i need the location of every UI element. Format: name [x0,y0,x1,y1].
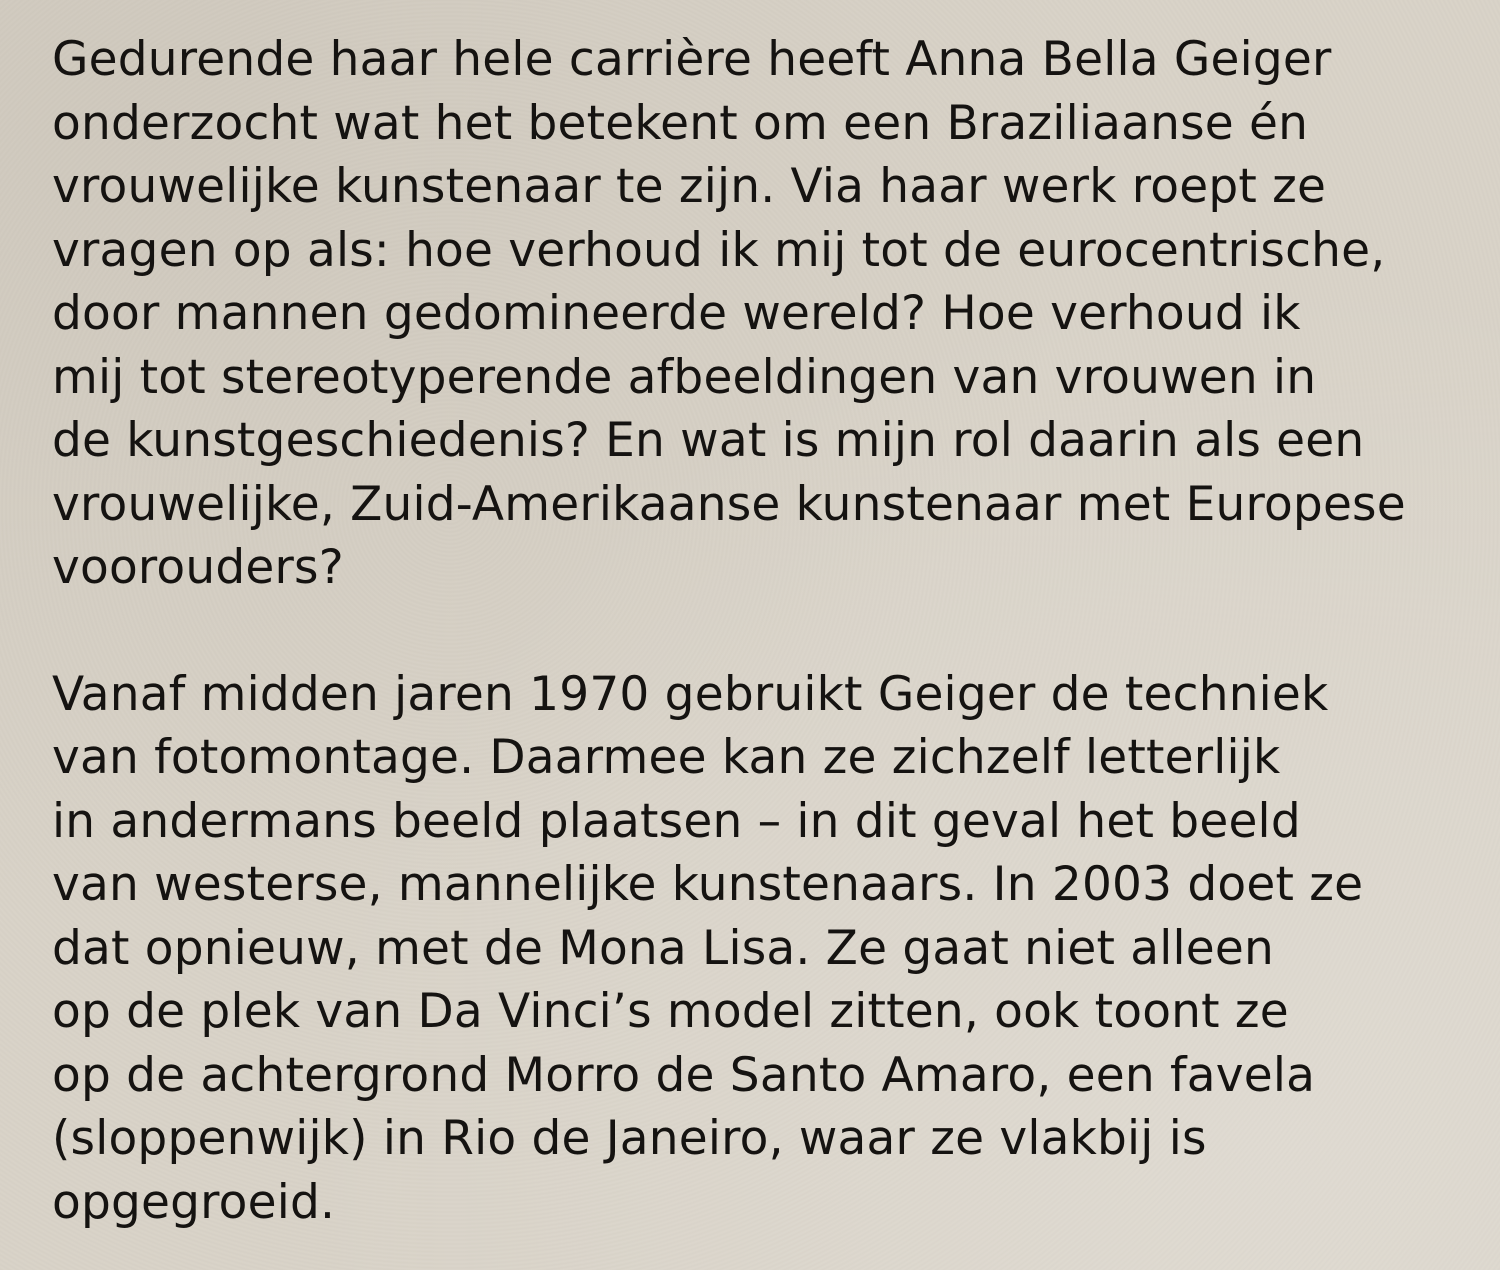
text-line: vragen op als: hoe verhoud ik mij tot de eurocentrische, [52,222,1386,278]
text-line: door mannen gedomineerde wereld? Hoe verhoud ik [52,286,1301,341]
text-line: vrouwelijke kunstenaar te zijn. Via haar werk roept ze [52,159,1327,214]
text-line: Gedurende haar hele carrière heeft Anna Bella Geiger [52,32,1332,87]
text-line: op de plek van Da Vinci’s model zitten, ook toont ze [52,984,1289,1039]
text-line: van westerse, mannelijke kunstenaars. In 2003 doet ze [52,857,1364,912]
text-line: de kunstgeschiedenis? En wat is mijn rol daarin als een [52,413,1365,468]
text-line: (sloppenwijk) in Rio de Janeiro, waar ze vlakbij is [52,1111,1207,1166]
text-line: vrouwelijke, Zuid-Amerikaanse kunstenaar met Europese [52,476,1406,532]
text-line: mij tot stereotyperende afbeeldingen van vrouwen in [52,349,1317,405]
text-line: Vanaf midden jaren 1970 gebruikt Geiger de techniek [52,666,1329,722]
text-line: van fotomontage. Daarmee kan ze zichzelf letterlijk [52,730,1281,785]
text-line: voorouders? [52,540,344,595]
text-line: onderzocht wat het betekent om een Braziliaanse én [52,95,1309,151]
text-line: op de achtergrond Morro de Santo Amaro, een favela [52,1047,1316,1103]
text-line: opgegroeid. [52,1174,336,1230]
text-line: in andermans beeld plaatsen – in dit geval het beeld [52,793,1301,849]
paragraph-1 [52,28,1472,600]
text-line: dat opnieuw, met de Mona Lisa. Ze gaat niet alleen [52,920,1274,976]
paragraph-2 [52,663,1472,1235]
wall-text-panel [52,28,1472,1234]
